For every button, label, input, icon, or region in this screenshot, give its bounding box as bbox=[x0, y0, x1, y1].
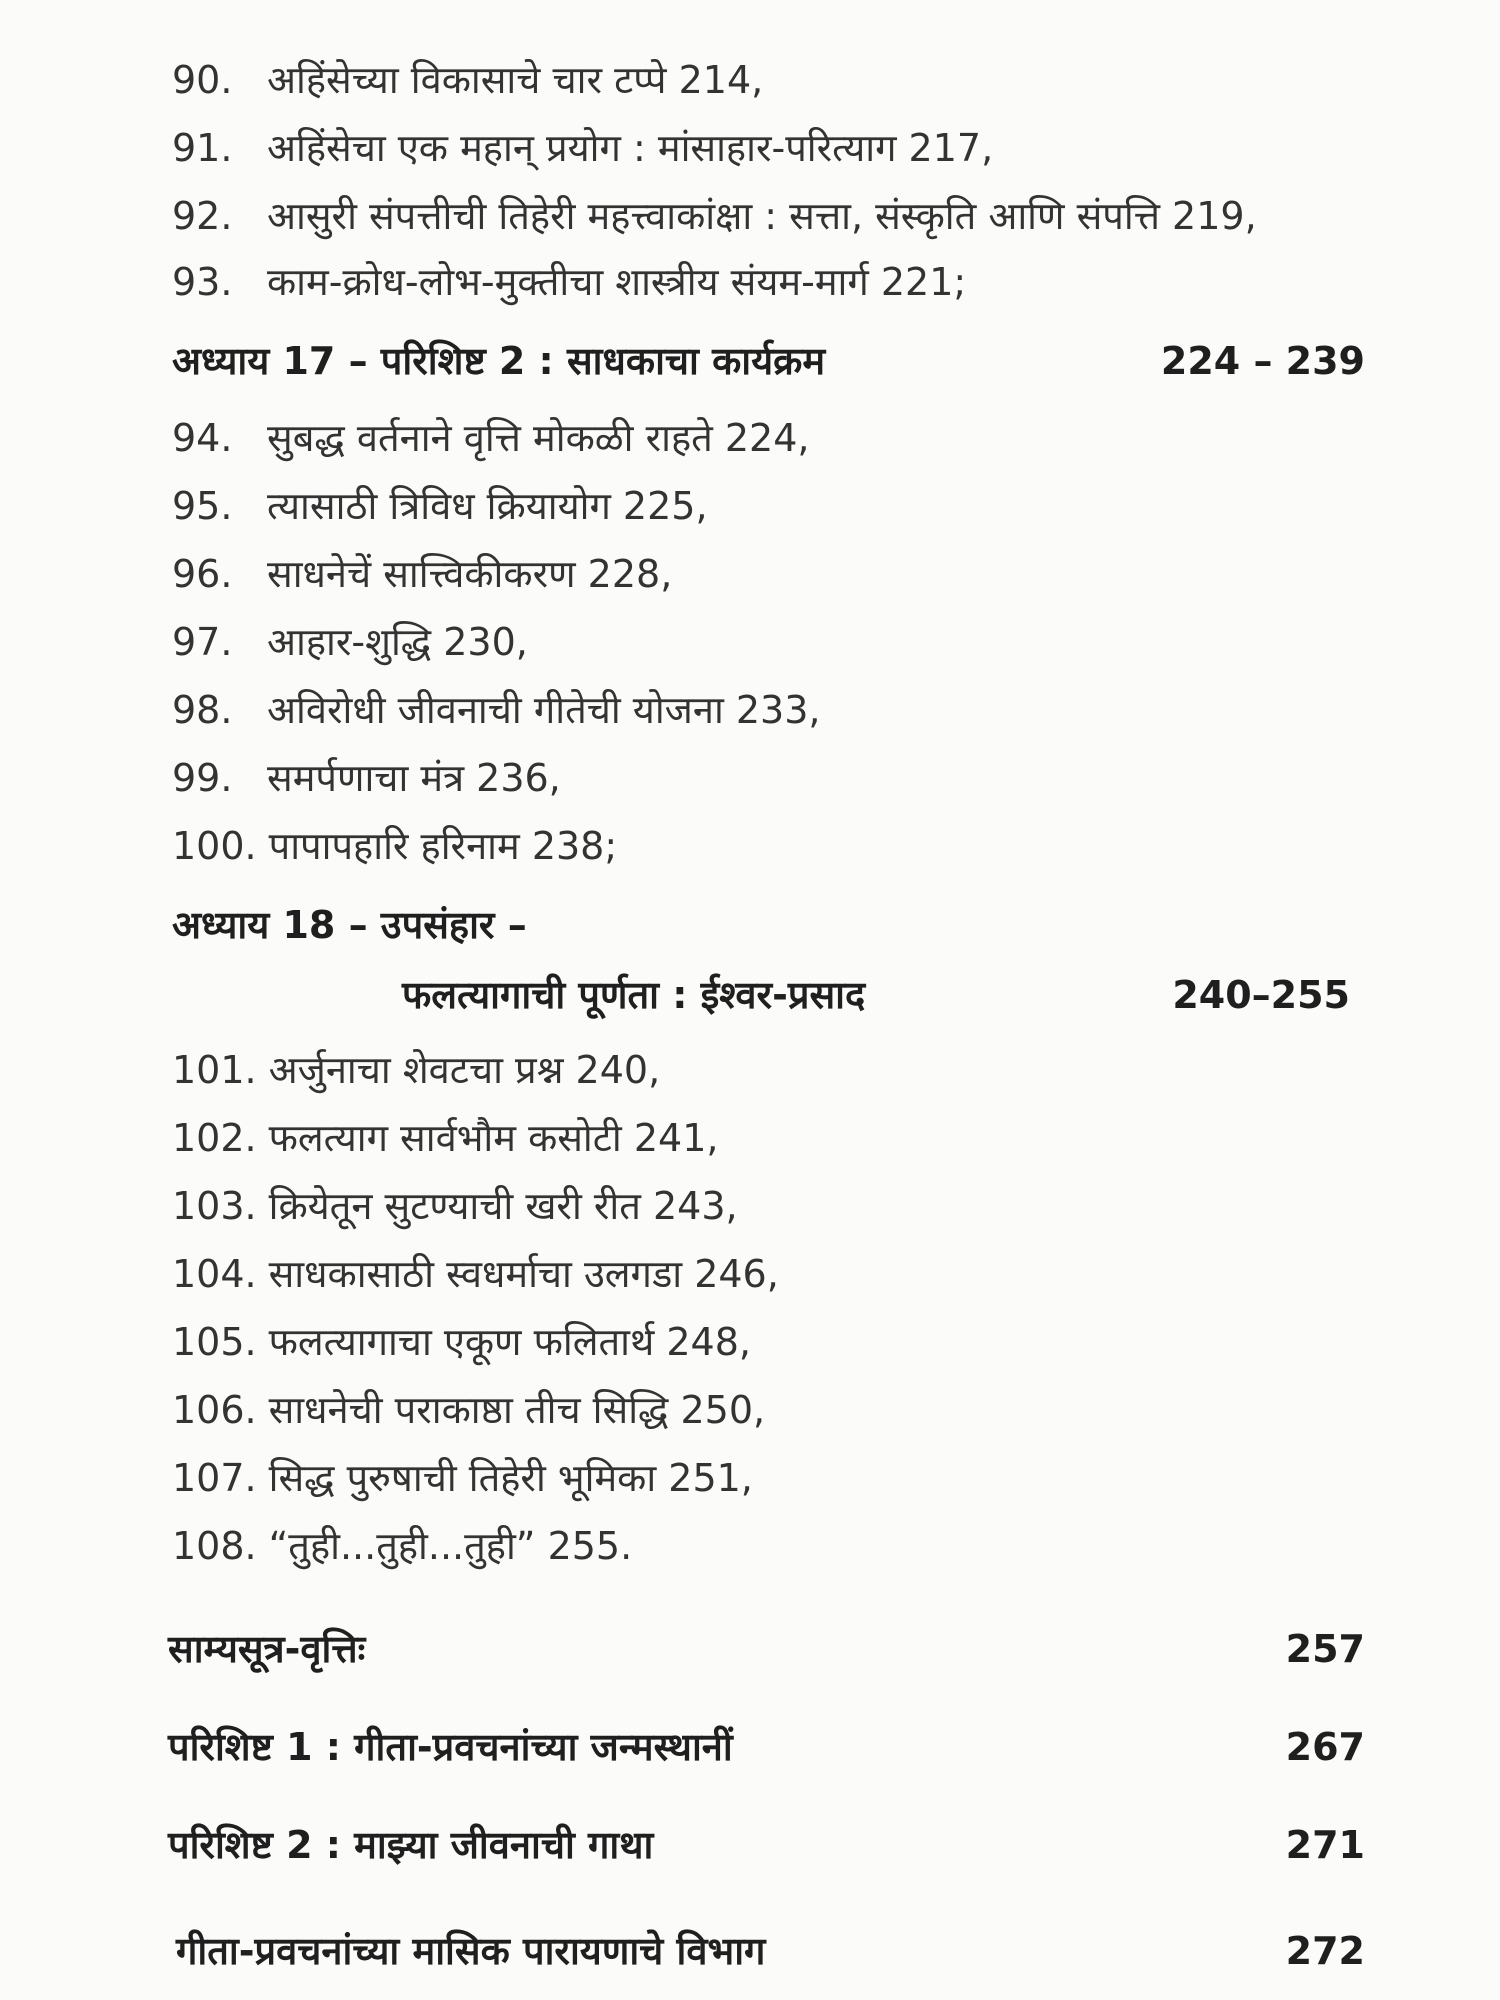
entry-number: 98. bbox=[172, 688, 233, 732]
entry-text: साधनेची पराकाष्ठा तीच सिद्धि 250, bbox=[268, 1388, 766, 1432]
appendix-2-heading: परिशिष्ट 2 : माझ्या जीवनाची गाथा bbox=[168, 1823, 654, 1867]
entry-text: साधकासाठी स्वधर्माचा उलगडा 246, bbox=[268, 1252, 779, 1296]
appendix-2-pages: 271 bbox=[1285, 1823, 1365, 1867]
entry-number: 92. bbox=[172, 194, 233, 238]
toc-entry-96 bbox=[172, 550, 672, 598]
entry-text: त्यासाठी त्रिविध क्रियायोग 225, bbox=[267, 484, 708, 528]
toc-entry-107 bbox=[172, 1454, 753, 1502]
entry-number: 96. bbox=[172, 552, 233, 596]
entry-number: 93. bbox=[172, 260, 233, 304]
monthly-reading-pages: 272 bbox=[1285, 1929, 1365, 1973]
chapter-18-subheading: फलत्यागाची पूर्णता : ईश्वर-प्रसाद bbox=[402, 973, 866, 1017]
entry-text: “तुही...तुही...तुही” 255. bbox=[268, 1524, 633, 1568]
toc-entry-97 bbox=[172, 618, 528, 666]
toc-entry-94 bbox=[172, 414, 810, 462]
entry-number: 95. bbox=[172, 484, 233, 528]
entry-text: अर्जुनाचा शेवटचा प्रश्न 240, bbox=[268, 1048, 661, 1092]
entry-text: आहार-शुद्धि 230, bbox=[267, 620, 528, 664]
entry-number: 103. bbox=[172, 1184, 257, 1228]
entry-text: अहिंसेचा एक महान् प्रयोग : मांसाहार-परित्याग 217, bbox=[267, 126, 994, 170]
entry-text: सिद्ध पुरुषाची तिहेरी भूमिका 251, bbox=[268, 1456, 753, 1500]
toc-entry-93 bbox=[172, 258, 966, 306]
entry-text: काम-क्रोध-लोभ-मुक्तीचा शास्त्रीय संयम-मार्ग 221; bbox=[267, 260, 967, 304]
entry-text: आसुरी संपत्तीची तिहेरी महत्त्वाकांक्षा : सत्ता, संस्कृति आणि संपत्ति 219, bbox=[267, 194, 1257, 238]
entry-number: 91. bbox=[172, 126, 233, 170]
monthly-reading-heading: गीता-प्रवचनांच्या मासिक पारायणाचे विभाग bbox=[176, 1929, 766, 1973]
toc-entry-108 bbox=[172, 1522, 632, 1570]
toc-entry-100 bbox=[172, 822, 617, 870]
toc-entry-92 bbox=[172, 192, 1257, 240]
entry-text: फलत्याग सार्वभौम कसोटी 241, bbox=[268, 1116, 719, 1160]
entry-number: 102. bbox=[172, 1116, 257, 1160]
entry-number: 90. bbox=[172, 58, 233, 102]
toc-entry-95 bbox=[172, 482, 708, 530]
entry-text: फलत्यागाचा एकूण फलितार्थ 248, bbox=[268, 1320, 751, 1364]
entry-text: क्रियेतून सुटण्याची खरी रीत 243, bbox=[268, 1184, 738, 1228]
toc-entry-103 bbox=[172, 1182, 738, 1230]
entry-text: सुबद्ध वर्तनाने वृत्ति मोकळी राहते 224, bbox=[267, 416, 810, 460]
appendix-1-pages: 267 bbox=[1285, 1725, 1365, 1769]
toc-entry-102 bbox=[172, 1114, 718, 1162]
toc-entry-101 bbox=[172, 1046, 660, 1094]
toc-entry-106 bbox=[172, 1386, 765, 1434]
toc-entry-91 bbox=[172, 124, 993, 172]
toc-entry-98 bbox=[172, 686, 820, 734]
chapter-17-pages: 224 – 239 bbox=[1160, 339, 1365, 383]
chapter-18-pages: 240–255 bbox=[1172, 973, 1350, 1017]
entry-number: 94. bbox=[172, 416, 233, 460]
entry-number: 107. bbox=[172, 1456, 257, 1500]
entry-number: 99. bbox=[172, 756, 233, 800]
chapter-18-heading: अध्याय 18 – उपसंहार – bbox=[172, 903, 527, 947]
samyasutra-heading: साम्यसूत्र-वृत्तिः bbox=[168, 1627, 366, 1671]
toc-entry-90 bbox=[172, 56, 763, 104]
entry-number: 101. bbox=[172, 1048, 257, 1092]
chapter-17-heading: अध्याय 17 – परिशिष्ट 2 : साधकाचा कार्यक्रम bbox=[172, 339, 826, 383]
entry-text: पापापहारि हरिनाम 238; bbox=[268, 824, 618, 868]
entry-number: 100. bbox=[172, 824, 257, 868]
toc-entry-105 bbox=[172, 1318, 751, 1366]
entry-number: 108. bbox=[172, 1524, 257, 1568]
toc-entry-99 bbox=[172, 754, 561, 802]
entry-text: साधनेचें सात्त्विकीकरण 228, bbox=[267, 552, 673, 596]
entry-number: 97. bbox=[172, 620, 233, 664]
entry-text: अविरोधी जीवनाची गीतेची योजना 233, bbox=[267, 688, 821, 732]
entry-number: 106. bbox=[172, 1388, 257, 1432]
entry-text: अहिंसेच्या विकासाचे चार टप्पे 214, bbox=[267, 58, 764, 102]
entry-number: 104. bbox=[172, 1252, 257, 1296]
toc-entry-104 bbox=[172, 1250, 779, 1298]
appendix-1-heading: परिशिष्ट 1 : गीता-प्रवचनांच्या जन्मस्थानीं bbox=[168, 1725, 733, 1769]
samyasutra-pages: 257 bbox=[1285, 1627, 1365, 1671]
entry-number: 105. bbox=[172, 1320, 257, 1364]
entry-text: समर्पणाचा मंत्र 236, bbox=[267, 756, 561, 800]
